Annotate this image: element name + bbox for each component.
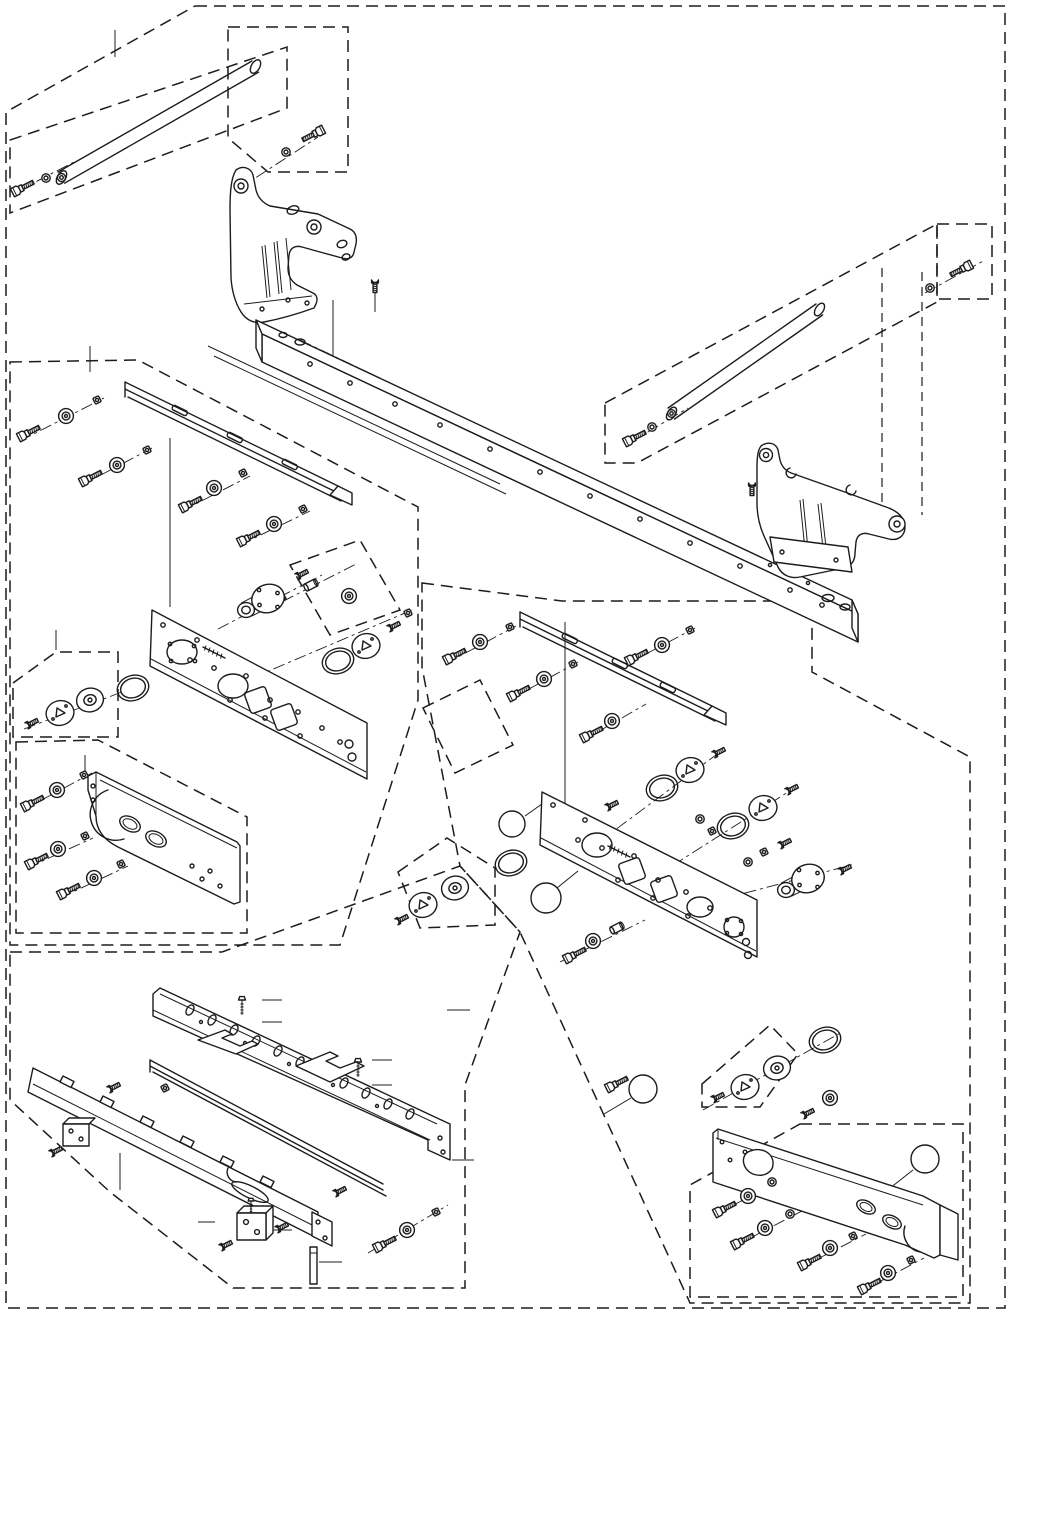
hex-bolt [442,646,467,665]
spacer-sleeve [303,578,319,591]
hex-bolt [506,683,531,702]
washer [768,1178,776,1186]
square-nut [506,623,515,632]
grommet [881,1266,896,1281]
washer [744,858,752,866]
grommet [586,934,601,949]
machine-screw [749,483,756,496]
hex-bolt [624,647,649,666]
machine-screw [49,1145,63,1157]
machine-screw [239,997,246,1015]
grommet [207,481,222,496]
machine-screw [107,1081,121,1093]
grommet [758,1221,773,1236]
region-top-right-screw [937,224,992,299]
grommet [823,1241,838,1256]
grommet [473,635,488,650]
grommet [110,458,125,473]
grommet [342,589,357,604]
callout-balloon [629,1075,657,1103]
machine-screw [333,1185,347,1197]
machine-screw [605,799,619,811]
rail-tabs [60,1076,274,1188]
square-nut [161,1084,170,1093]
square-nut [117,860,126,869]
hex-bolt [622,428,647,447]
idler-pulley [761,1053,793,1083]
grommet [655,638,670,653]
o-ring [114,671,152,705]
hex-bolt [730,1231,755,1250]
washer [282,148,290,156]
pulley-disc [746,792,779,823]
hex-bolt [20,793,45,812]
left-damper-bracket-assembly [20,771,240,904]
lower-guide-rail-group [28,988,629,1284]
grommet [823,1091,838,1106]
o-ring [806,1023,844,1057]
machine-screw [372,280,379,293]
o-ring [492,846,530,880]
machine-screw [25,717,39,729]
spacer-sleeve [609,921,625,934]
square-nut [569,660,578,669]
grommet [50,783,65,798]
machine-screw [801,1107,815,1119]
o-ring [714,809,752,843]
machine-screw [275,1221,289,1233]
projection-dashes [882,268,922,533]
square-nut [80,771,89,780]
square-nut [686,626,695,635]
washer [786,1210,794,1218]
pulley-disc [43,697,76,728]
hex-bolt [301,125,326,144]
square-nut [299,505,308,514]
machine-screw [778,837,792,849]
square-nut [432,1208,441,1217]
hex-bolt [78,468,103,487]
callout-balloons [499,811,939,1173]
hex-bolt [10,178,35,197]
pulley-disc [349,630,382,661]
machine-screw [387,620,401,632]
flanged-bushing [238,580,289,618]
hex-bolt [372,1234,397,1253]
washer [926,284,934,292]
square-nut [907,1256,916,1265]
fastener-axes [16,137,985,1292]
hex-bolt [949,260,974,279]
hex-bolt [712,1199,737,1218]
right-pulley-set [395,873,471,925]
hex-bolt [579,724,604,743]
idler-pulley [74,685,106,715]
square-nut [81,832,90,841]
washer [42,174,50,182]
hex-bolt [236,528,261,547]
grommet [537,672,552,687]
o-ring [319,644,357,678]
square-nut [239,469,248,478]
hex-bolt [857,1276,882,1295]
right-damper-bracket-assembly [711,1023,958,1295]
callout-balloon [499,811,525,837]
grommet [605,714,620,729]
right-carriage-rail-assembly [442,612,726,743]
washer [648,423,656,431]
grommet [741,1189,756,1204]
hex-bolt [56,881,81,900]
top-left-mount-bracket [230,168,378,323]
hex-bolt [16,423,41,442]
hex-bolt [562,945,587,964]
hex-bolt [604,1074,629,1093]
top-left-roller-assembly [10,58,325,197]
square-nut [143,446,152,455]
hex-bolt [178,494,203,513]
hex-bolt [24,851,49,870]
machine-screw [785,783,799,795]
region-right-bushing-box [423,680,513,773]
machine-screw [219,1239,233,1251]
idler-pulley [439,873,471,903]
square-nut [708,827,717,836]
pulley-disc [673,754,706,785]
machine-screw [838,863,852,875]
left-carriage-plate-assembly [114,568,412,779]
callout-balloon [531,883,561,913]
pulley-disc [406,889,439,920]
hex-bolt [797,1252,822,1271]
washer [696,815,704,823]
grommet [87,871,102,886]
top-right-roller-assembly [622,260,973,447]
machine-screw [395,913,409,925]
right-carriage-plate-assembly [492,746,852,964]
left-pulley-set [25,685,106,729]
flanged-bushing [778,860,829,898]
grommet [400,1223,415,1238]
o-ring [643,771,681,805]
pulley-disc [728,1071,761,1102]
left-carriage-rail-assembly [16,382,356,612]
grommet [51,842,66,857]
grommet [267,517,282,532]
square-nut [760,848,769,857]
square-nut [93,396,102,405]
grommet [59,409,74,424]
callout-balloon [911,1145,939,1173]
